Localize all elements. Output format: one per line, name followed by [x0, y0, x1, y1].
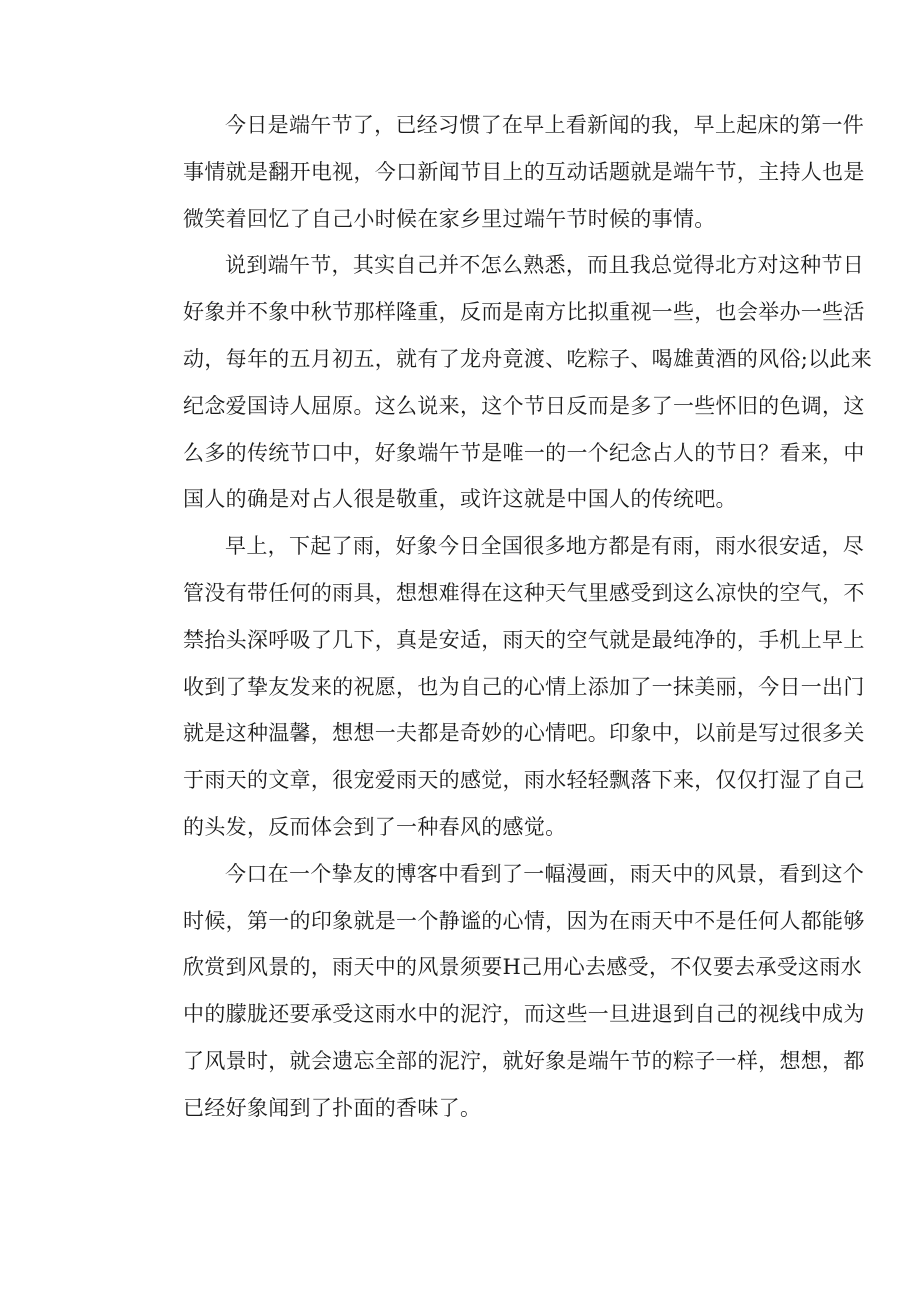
text-line: 就是这种温馨，想想一夫都是奇妙的心情吧。印象中，以前是写过很多关	[183, 721, 865, 746]
text-line: 于雨天的文章，很宠爱雨天的感觉，雨水轻轻飘落下来，仅仅打湿了自己	[183, 768, 865, 793]
text-line: 的头发，反而体会到了一种春风的感觉。	[183, 814, 567, 839]
text-line: 管没有带任何的雨具，想想难得在这种天气里感受到这么凉快的空气，不	[183, 580, 865, 605]
text-line: 今口在一个挚友的博客中看到了一幅漫画，雨天中的风景，看到这个	[225, 861, 865, 886]
text-line: 国人的确是对占人很是敬重，或许这就是中国人的传统吧。	[183, 487, 737, 512]
text-line: 纪念爱国诗人屈原。这么说来，这个节日反而是多了一些怀旧的色调，这	[183, 393, 865, 418]
text-line: 说到端午节，其实自己并不怎么熟悉，而且我总觉得北方对这种节日	[225, 253, 865, 278]
text-line: 禁抬头深呼吸了几下，真是安适，雨天的空气就是最纯净的，手机上早上	[183, 627, 865, 652]
paragraph-4	[140, 851, 865, 1132]
text-line: 好象并不象中秋节那样隆重，反而是南方比拟重视一些，也会举办一些活	[183, 300, 865, 325]
text-line: 了风景时，就会遗忘全部的泥泞，就好象是端午节的粽子一样，想想，都	[183, 1048, 865, 1073]
text-line: 么多的传统节口中，好象端午节是唯一的一个纪念占人的节日？看来，中	[183, 440, 865, 465]
document-body	[140, 102, 873, 1132]
text-line: 已经好象闻到了扑面的香味了。	[183, 1095, 482, 1120]
text-line: 收到了挚友发来的祝愿，也为自己的心情上添加了一抹美丽，今日一出门	[183, 674, 865, 699]
text-line: 早上，下起了雨，好象今日全国很多地方都是有雨，雨水很安适，尽	[225, 534, 865, 559]
paragraph-1	[140, 102, 865, 242]
text-line: 时候，第一的印象就是一个静谧的心情，因为在雨天中不是任何人都能够	[183, 908, 865, 933]
text-line: 今日是端午节了，已经习惯了在早上看新闻的我，早上起床的第一件	[225, 113, 865, 137]
text-line: 中的朦胧还要承受这雨水中的泥泞，而这些一旦进退到自己的视线中成为	[183, 1002, 865, 1027]
text-line: 事情就是翻开电视，今口新闻节目上的互动话题就是端午节，主持人也是	[183, 159, 865, 184]
text-line: 欣赏到风景的，雨天中的风景须要H己用心去感受，不仅要去承受这雨水	[183, 955, 862, 980]
paragraph-3	[140, 523, 865, 851]
text-line: 动，每年的五月初五，就有了龙舟竟渡、吃粽子、喝雄黄酒的风俗;以此来	[183, 346, 873, 371]
text-line: 微笑着回忆了自己小时候在家乡里过端午节时候的事情。	[183, 206, 716, 231]
paragraph-2	[140, 242, 873, 523]
